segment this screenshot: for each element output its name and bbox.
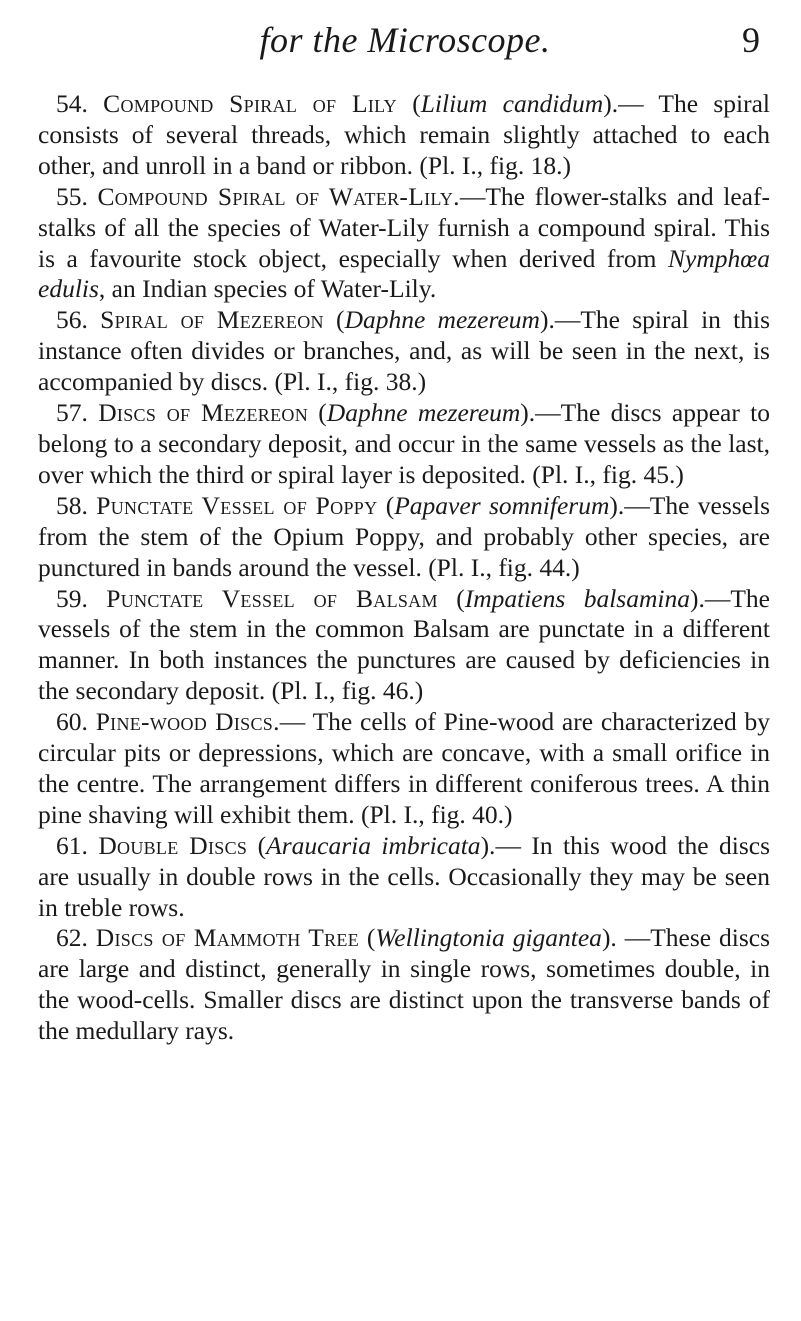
- entry-close: ).: [520, 398, 536, 428]
- entry-heading: Double Discs: [98, 830, 248, 860]
- entry-heading: Pine-wood Discs.: [95, 707, 280, 737]
- body-text: [38, 89, 770, 1047]
- entry-latin-name: Papaver somniferum: [394, 490, 610, 520]
- entry-heading: Compound Spiral of Water-Lily.: [97, 181, 460, 211]
- entry-open: (: [437, 583, 465, 613]
- entry-latin-name: Lilium candidum: [420, 89, 604, 118]
- entry-55: [38, 182, 770, 306]
- entry-open: (: [323, 305, 345, 335]
- entry-latin-name: Daphne mezereum: [344, 305, 540, 335]
- entry-open: (: [308, 398, 327, 428]
- entry-close: ).: [601, 923, 617, 953]
- entry-body: The spiral consists of several threads, which remain slightly attached to each other, and unroll in a band or ribbon. (Pl. I., fig. 18.): [38, 89, 771, 180]
- entry-body: —The flower-stalks and leaf-stalks of all the species of Water-Lily furnish a compound spiral. This is a favourite stock object, especially when derived from: [38, 181, 770, 273]
- entry-latin-name: Daphne mezereum: [326, 398, 521, 428]
- entry-body-continued: , an Indian species of Water-Lily.: [98, 274, 437, 304]
- entry-number: 57.: [56, 398, 88, 428]
- entry-open: (: [359, 923, 376, 953]
- entry-latin-name: Impatiens balsamina: [464, 583, 690, 613]
- entry-close: ).—: [603, 89, 644, 118]
- entry-number: 60.: [56, 707, 88, 737]
- entry-close: ).: [689, 583, 705, 613]
- entry-latin-name: Araucaria imbricata: [266, 830, 481, 860]
- entry-number: 55.: [56, 181, 88, 211]
- entry-open: (: [247, 830, 267, 860]
- entry-58: [38, 491, 770, 584]
- entry-body: — The cells of Pine-wood are characterized by circular pits or depressions, which are concave, with a small orifice in the centre. The arrangement differs in different coniferous trees. A thin pine shaving will exhibit them. (Pl. I., fig. 40.): [38, 707, 771, 829]
- entry-body: —The spiral in this instance often divides or branches, and, as will be seen in the next, is accompanied by discs. (Pl. I., fig. 38.): [38, 305, 771, 397]
- entry-heading: Compound Spiral of Lily: [103, 89, 397, 118]
- entry-close: ).: [480, 830, 496, 860]
- entry-60: [38, 707, 770, 831]
- entry-body: —The vessels of the stem in the common Balsam are punctate in a different manner. In both instances the punctures are caused by deficiencies in the secondary deposit. (Pl. I., fig. 46.): [38, 583, 770, 706]
- entry-heading: Punctate Vessel of Poppy: [96, 490, 378, 520]
- entry-number: 61.: [56, 830, 88, 860]
- entry-open: (: [377, 490, 395, 520]
- entry-body: —The discs appear to belong to a secondary deposit, and occur in the same vessels as the last, over which the third or spiral layer is deposited. (Pl. I., fig. 45.): [38, 398, 770, 489]
- entry-heading: Spiral of Mezereon: [100, 305, 324, 335]
- entry-latin-name: Nymphœa edulis: [38, 243, 770, 304]
- entry-number: 56.: [56, 305, 88, 335]
- entry-57: [38, 398, 770, 491]
- entry-body: —These discs are large and distinct, generally in single rows, sometimes double, in the wood-cells. Smaller discs are distinct upon the transverse bands of the medullary rays.: [38, 923, 770, 1046]
- running-title: for the Microscope.: [259, 20, 551, 60]
- entry-62: [38, 923, 770, 1047]
- entry-latin-name: Wellingtonia gigantea: [375, 923, 602, 953]
- entry-number: 59.: [56, 583, 88, 613]
- entry-54: [38, 89, 770, 182]
- entry-59: [38, 584, 770, 708]
- entry-heading: Punctate Vessel of Balsam: [106, 583, 438, 613]
- entry-61: [38, 831, 770, 924]
- entry-number: 54.: [56, 89, 88, 118]
- entry-body: — In this wood the discs are usually in double rows in the cells. Occasionally they may be seen in treble rows.: [38, 830, 771, 922]
- entry-number: 58.: [56, 490, 88, 520]
- page-number: 9: [742, 20, 760, 60]
- entry-56: [38, 305, 770, 398]
- entry-heading: Discs of Mammoth Tree: [95, 923, 360, 953]
- entry-number: 62.: [56, 923, 88, 953]
- entry-body: —The vessels from the stem of the Opium Poppy, and probably other species, are punctured in bands around the vessel. (Pl. I., fig. 44.): [38, 490, 771, 582]
- entry-close: ).: [539, 305, 555, 335]
- entry-open: (: [396, 89, 421, 118]
- running-head: [40, 12, 770, 72]
- entry-heading: Discs of Mezereon: [98, 398, 308, 428]
- entry-close: ).: [609, 490, 625, 520]
